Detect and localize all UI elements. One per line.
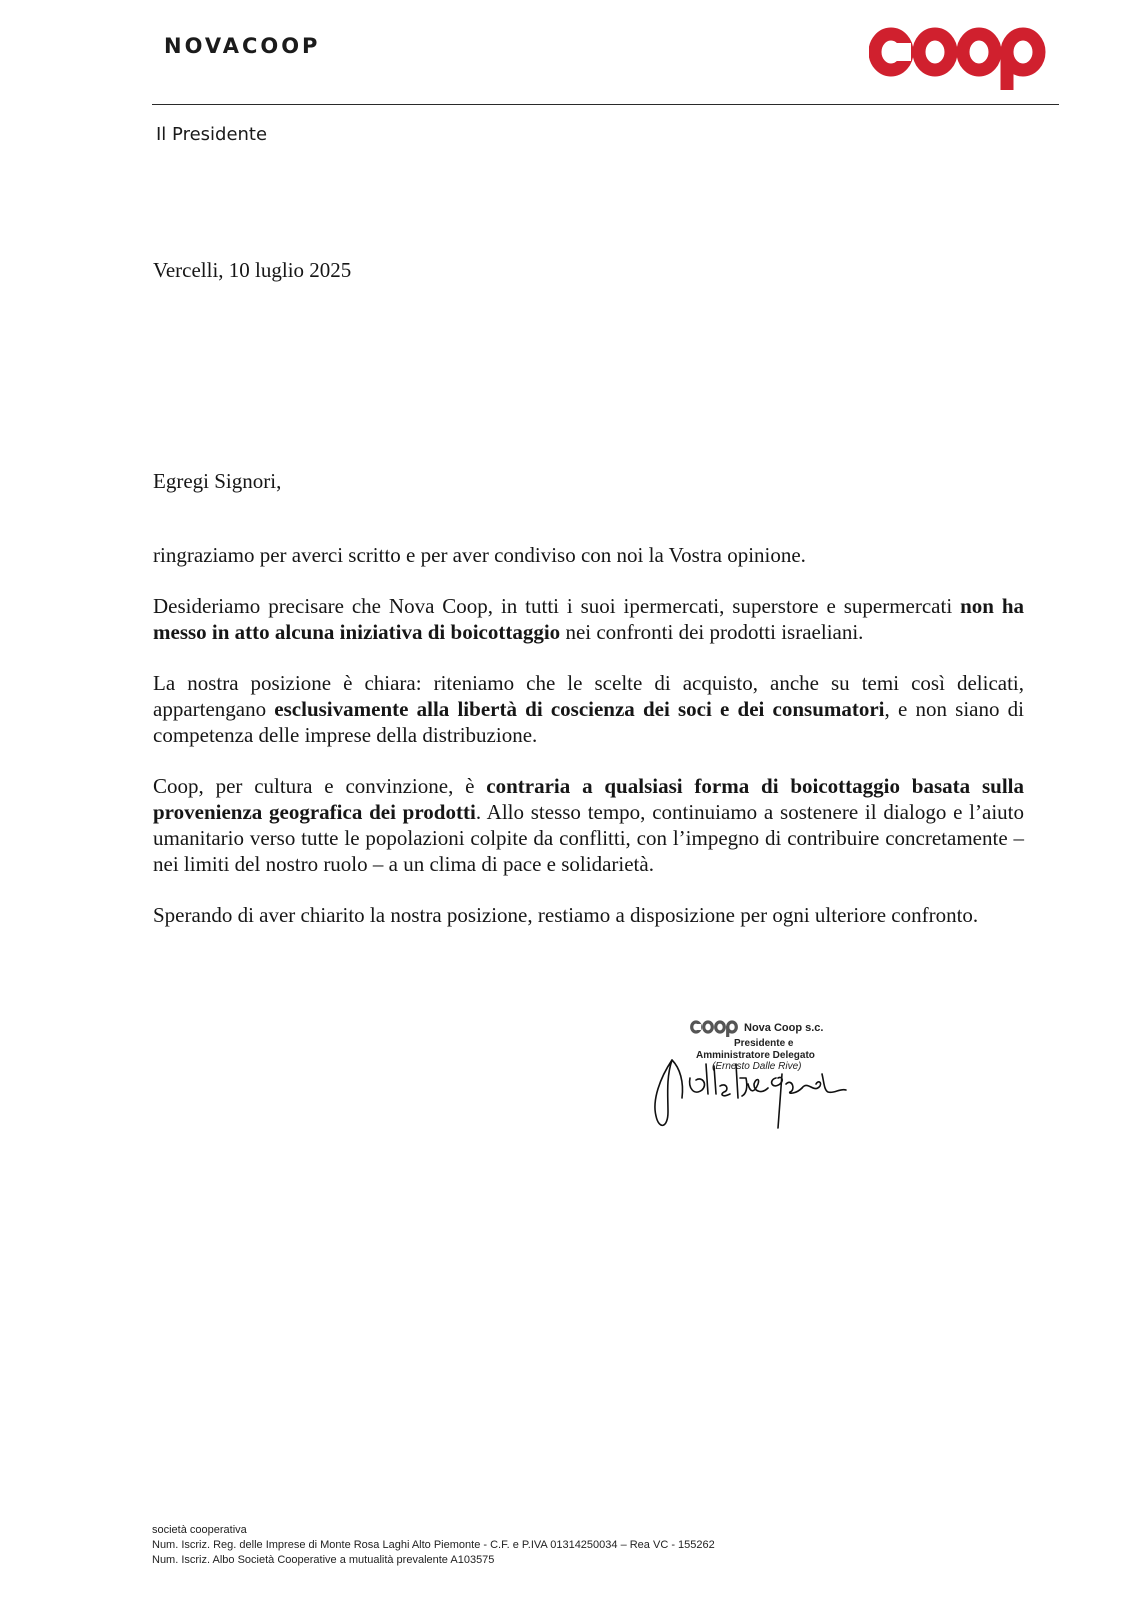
footer-line-cooperative-register: Num. Iscriz. Albo Società Cooperative a mutualità prevalente A103575 — [152, 1554, 495, 1566]
stamp-coop-logo — [690, 1018, 742, 1038]
sender-role: Il Presidente — [156, 124, 268, 145]
paragraph-closing: Sperando di aver chiarito la nostra posizione, restiamo a disposizione per ogni ulteriore confronto. — [153, 903, 979, 927]
footer-line-company-type: società cooperativa — [152, 1524, 247, 1536]
signature-stamp — [650, 1018, 890, 1148]
letter-body — [153, 542, 1024, 953]
paragraph-position: La nostra posizione è chiara: riteniamo che le scelte di acquisto, anche su temi così delicati, appartengano esclusivamente alla libertà di coscienza dei soci e dei consumatori, e non siano di competenza delle imprese della distribuzione. — [153, 671, 1024, 747]
paragraph-culture: Coop, per cultura e convinzione, è contraria a qualsiasi forma di boicottaggio basata sulla provenienza geografica dei prodotti. Allo stesso tempo, continuiamo a sostenere il dialogo e l’aiuto umanitario verso tutte le popolazioni colpite da conflitti, con l’impegno di contribuire concretamente – nei limiti del nostro ruolo – a un clima di pace e solidarietà. — [153, 774, 1024, 876]
stamp-title-line2: Amministratore Delegato — [696, 1050, 815, 1061]
footer-line-registry: Num. Iscriz. Reg. delle Imprese di Monte Rosa Laghi Alto Piemonte - C.F. e P.IVA 01314250034 – Rea VC - 155262 — [152, 1539, 715, 1551]
letter-date: Vercelli, 10 luglio 2025 — [153, 258, 352, 282]
stamp-title-line1: Presidente e — [734, 1038, 794, 1049]
stamp-name: (Ernesto Dalle Rive) — [712, 1061, 802, 1072]
company-brand: NOVACOOP — [164, 34, 321, 58]
stamp-company: Nova Coop s.c. — [744, 1022, 824, 1034]
coop-logo-o1 — [919, 34, 951, 70]
paragraph-no-boycott: Desideriamo precisare che Nova Coop, in tutti i suoi ipermercati, superstore e supermercati non ha messo in atto alcuna iniziativa di boicottaggio nei confronti dei prodotti israeliani. — [153, 594, 1024, 644]
letter-salutation: Egregi Signori, — [153, 469, 282, 493]
header-rule — [152, 104, 1059, 105]
handwritten-signature — [650, 1038, 890, 1148]
coop-logo — [869, 20, 1059, 96]
legal-footer — [152, 1523, 715, 1568]
paragraph-thanks: ringraziamo per averci scritto e per aver condiviso con noi la Vostra opinione. — [153, 543, 806, 567]
coop-logo-o2 — [963, 34, 995, 70]
